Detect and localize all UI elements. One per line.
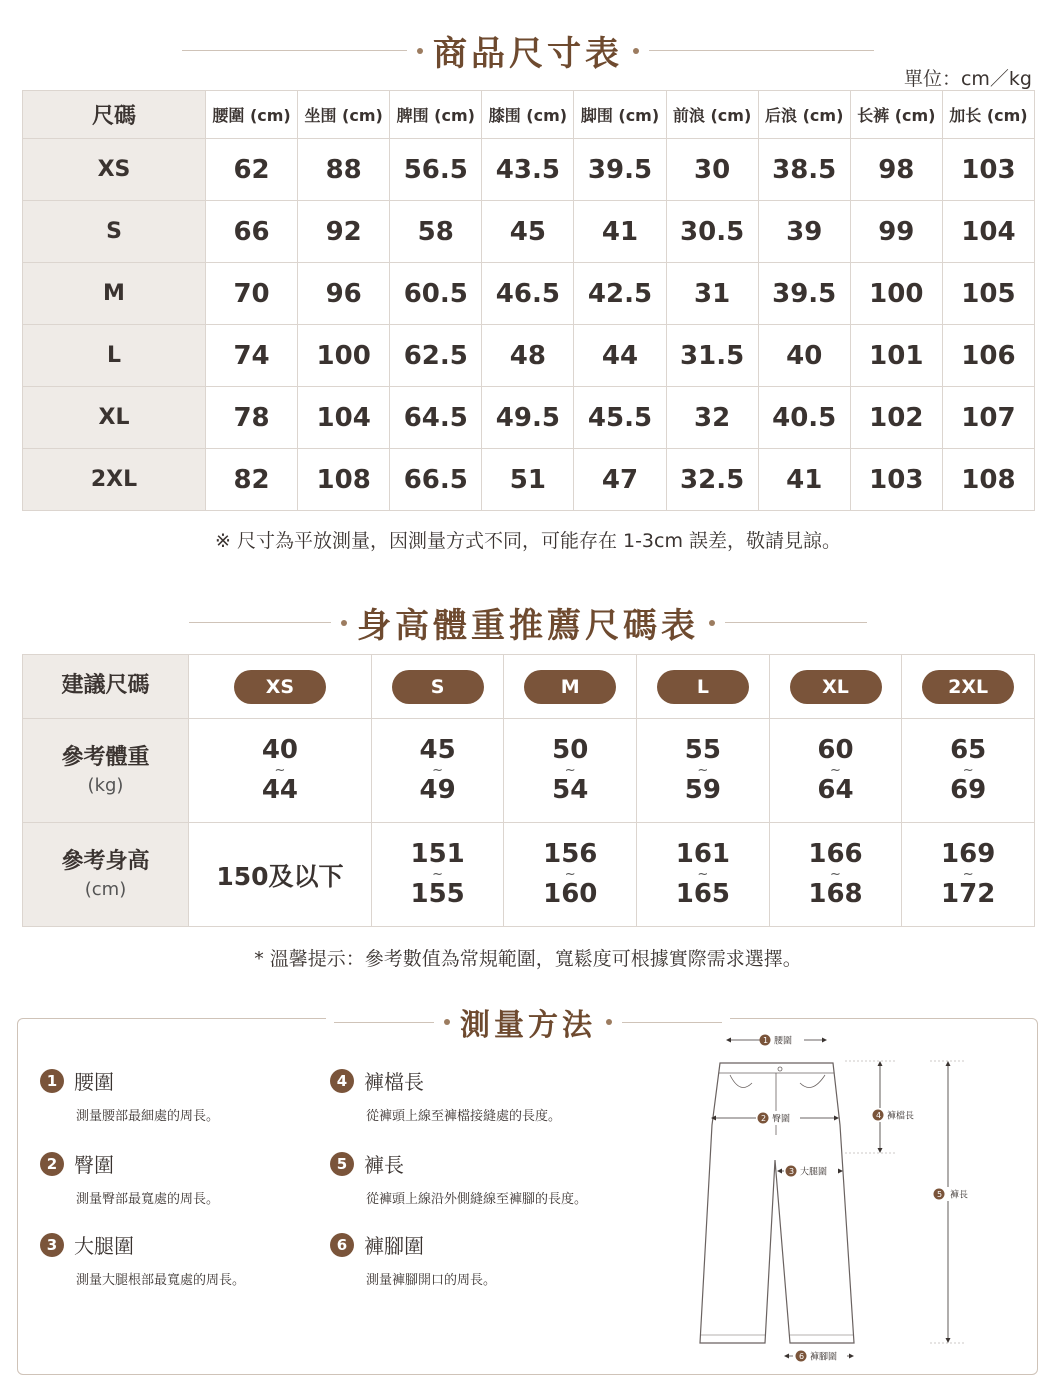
- size-pill: XL: [790, 670, 882, 704]
- size-cell: [902, 655, 1035, 719]
- table-cell: 64.5: [390, 387, 482, 449]
- waist-label: 腰圍: [774, 1036, 793, 1047]
- table-cell: 62.5: [390, 325, 482, 387]
- arrow-left-icon: [784, 1354, 789, 1359]
- table-cell: 99: [850, 201, 942, 263]
- method-title-cover: [326, 1000, 730, 1044]
- number-badge: 3: [40, 1233, 64, 1257]
- table-cell: 88: [298, 139, 390, 201]
- range-max: 168: [808, 879, 863, 909]
- table-cell: 78: [206, 387, 298, 449]
- table-cell: 39.5: [758, 263, 850, 325]
- recommend-height-row: [23, 823, 1035, 927]
- height-cell: [189, 823, 372, 927]
- column-header: 后浪 (cm): [758, 91, 850, 139]
- size-chart-note: ※ 尺寸為平放測量，因測量方式不同，可能存在 1-3cm 誤差，敬請見諒。: [214, 530, 842, 552]
- range-min: 60: [817, 734, 854, 765]
- number-badge: 2: [40, 1152, 64, 1176]
- title-divider-right: [649, 50, 874, 51]
- column-header: 腰圍 (cm): [206, 91, 298, 139]
- method-item-length: [330, 1149, 587, 1207]
- arrow-up-icon: [946, 1061, 951, 1066]
- range-tilde: ~: [274, 763, 286, 778]
- table-cell: 49.5: [482, 387, 574, 449]
- table-row: [23, 387, 1035, 449]
- table-cell: 51: [482, 449, 574, 511]
- arrow-left-icon: [777, 1169, 782, 1174]
- size-column-header: 尺碼: [23, 91, 206, 139]
- arrow-down-icon: [946, 1338, 951, 1343]
- rise-label: 褲檔長: [887, 1111, 915, 1122]
- table-cell: 47: [574, 449, 666, 511]
- table-cell: 41: [758, 449, 850, 511]
- range-max: 59: [684, 775, 721, 805]
- length-label: 褲長: [950, 1190, 969, 1201]
- table-cell: 66.5: [390, 449, 482, 511]
- badge-2-num: 2: [761, 1114, 767, 1123]
- column-header: 坐围 (cm): [298, 91, 390, 139]
- pocket-right: [800, 1075, 825, 1088]
- table-cell: 42.5: [574, 263, 666, 325]
- range-cell: [769, 719, 902, 823]
- range-tilde: ~: [432, 763, 444, 778]
- table-cell: 70: [206, 263, 298, 325]
- range-tilde: ~: [962, 763, 974, 778]
- method-item-name: 褲腳圍: [364, 1234, 424, 1258]
- button: [778, 1067, 782, 1071]
- range-max: 160: [543, 879, 598, 909]
- range-tilde: ~: [697, 763, 709, 778]
- method-item-desc: 測量大腿根部最寬處的周長。: [76, 1273, 246, 1288]
- size-chart-table: [22, 90, 1035, 511]
- hem-label: 褲腳圍: [810, 1352, 838, 1363]
- range-tilde: ~: [564, 763, 576, 778]
- range-cell: [504, 823, 637, 927]
- range-min: 45: [419, 734, 456, 765]
- range-min: 156: [543, 838, 598, 869]
- range-cell: [769, 823, 902, 927]
- size-chart-title-row: [0, 26, 1056, 75]
- table-cell: 43.5: [482, 139, 574, 201]
- weight-label: 參考體重: [61, 744, 150, 770]
- column-header: 膝围 (cm): [482, 91, 574, 139]
- badge-4-num: 4: [876, 1111, 882, 1120]
- table-cell: 60.5: [390, 263, 482, 325]
- range-cell: [902, 719, 1035, 823]
- method-item-hip: [40, 1149, 219, 1207]
- size-label: L: [23, 325, 206, 387]
- table-cell: 62: [206, 139, 298, 201]
- title-divider-right: [622, 1022, 722, 1023]
- table-cell: 48: [482, 325, 574, 387]
- range-tilde: ~: [432, 867, 444, 882]
- height-row-label: [23, 823, 189, 927]
- table-cell: 104: [942, 201, 1034, 263]
- table-cell: 96: [298, 263, 390, 325]
- size-pill: M: [524, 670, 616, 704]
- table-cell: 100: [850, 263, 942, 325]
- recommend-weight-row: [23, 719, 1035, 823]
- arrow-right-icon: [849, 1354, 854, 1359]
- badge-1-num: 1: [763, 1036, 769, 1045]
- size-row-label: 建議尺碼: [23, 655, 189, 719]
- height-first-value: 150及以下: [216, 861, 344, 891]
- range-cell: [371, 823, 504, 927]
- method-item-desc: 從褲頭上線沿外側縫線至褲腳的長度。: [366, 1192, 588, 1207]
- method-title: 測量方法: [460, 1008, 596, 1043]
- range-cell: [189, 719, 372, 823]
- range-cell: [504, 719, 637, 823]
- unit-label: 單位：cm／kg: [903, 68, 1032, 90]
- table-cell: 40.5: [758, 387, 850, 449]
- method-item-thigh: [40, 1230, 245, 1288]
- table-cell: 108: [942, 449, 1034, 511]
- badge-3-num: 3: [789, 1167, 795, 1176]
- pants-outline: [700, 1063, 854, 1343]
- title-divider-right: [725, 622, 867, 623]
- column-header: 脾围 (cm): [390, 91, 482, 139]
- number-badge: 6: [330, 1233, 354, 1257]
- column-header: 前浪 (cm): [666, 91, 758, 139]
- size-label: M: [23, 263, 206, 325]
- size-label: XS: [23, 139, 206, 201]
- table-cell: 32.5: [666, 449, 758, 511]
- range-min: 55: [684, 734, 721, 765]
- method-item-desc: 從褲頭上線至褲檔接縫處的長度。: [366, 1109, 562, 1124]
- size-cell: [769, 655, 902, 719]
- range-max: 172: [941, 879, 996, 909]
- size-pill: L: [657, 670, 749, 704]
- title-dot: [633, 48, 639, 54]
- table-row: [23, 263, 1035, 325]
- range-tilde: ~: [962, 867, 974, 882]
- range-cell: [637, 823, 770, 927]
- title-dot: [709, 620, 715, 626]
- range-cell: [637, 719, 770, 823]
- range-min: 169: [941, 838, 996, 869]
- table-cell: 39: [758, 201, 850, 263]
- method-item-name: 腰圍: [74, 1070, 114, 1094]
- table-cell: 74: [206, 325, 298, 387]
- table-cell: 31.5: [666, 325, 758, 387]
- table-row: [23, 201, 1035, 263]
- size-pill: XS: [234, 670, 326, 704]
- number-badge: 1: [40, 1069, 64, 1093]
- title-divider-left: [182, 50, 407, 51]
- arrow-left-icon: [726, 1038, 731, 1043]
- arrow-up-icon: [878, 1061, 883, 1066]
- range-min: 161: [675, 838, 731, 869]
- size-cell: [371, 655, 504, 719]
- range-min: 65: [950, 734, 987, 765]
- method-item-name: 臀圍: [74, 1153, 114, 1177]
- weight-row-label: [23, 719, 189, 823]
- table-cell: 92: [298, 201, 390, 263]
- method-item-desc: 測量腰部最細處的周長。: [76, 1109, 220, 1124]
- recommend-title-row: [0, 598, 1056, 647]
- table-cell: 101: [850, 325, 942, 387]
- table-cell: 56.5: [390, 139, 482, 201]
- table-cell: 102: [850, 387, 942, 449]
- column-header: 加长 (cm): [942, 91, 1034, 139]
- arrow-right-icon: [822, 1038, 827, 1043]
- table-cell: 46.5: [482, 263, 574, 325]
- number-badge: 4: [330, 1069, 354, 1093]
- table-cell: 105: [942, 263, 1034, 325]
- method-item-desc: 測量褲腳開口的周長。: [366, 1273, 497, 1288]
- table-cell: 58: [390, 201, 482, 263]
- table-cell: 31: [666, 263, 758, 325]
- table-row: [23, 325, 1035, 387]
- size-chart-body: [23, 139, 1035, 511]
- table-cell: 104: [298, 387, 390, 449]
- size-label: S: [23, 201, 206, 263]
- range-max: 49: [419, 775, 456, 805]
- size-pill: S: [392, 670, 484, 704]
- range-max: 54: [552, 775, 589, 805]
- table-cell: 103: [942, 139, 1034, 201]
- table-cell: 82: [206, 449, 298, 511]
- title-divider-left: [189, 622, 331, 623]
- table-cell: 38.5: [758, 139, 850, 201]
- table-cell: 32: [666, 387, 758, 449]
- method-item-hem: [330, 1230, 496, 1288]
- range-cell: [902, 823, 1035, 927]
- range-max: 64: [817, 775, 854, 805]
- method-item-name: 大腿圍: [74, 1234, 134, 1258]
- table-cell: 40: [758, 325, 850, 387]
- size-cell: [189, 655, 372, 719]
- method-item-desc: 測量臀部最寬處的周長。: [76, 1192, 220, 1207]
- size-label: XL: [23, 387, 206, 449]
- range-min: 50: [552, 734, 589, 765]
- size-cell: [637, 655, 770, 719]
- table-cell: 100: [298, 325, 390, 387]
- weight-unit: (kg): [87, 775, 124, 797]
- method-item-name: 褲檔長: [364, 1070, 424, 1094]
- thigh-label: 大腿圍: [800, 1167, 828, 1178]
- recommend-table: [22, 654, 1035, 927]
- range-min: 151: [410, 838, 465, 869]
- height-label: 參考身高: [61, 848, 150, 874]
- recommend-note: * 溫馨提示：參考數值為常規範圍，寬鬆度可根據實際需求選擇。: [254, 948, 802, 970]
- title-dot: [606, 1019, 612, 1025]
- arrow-right-icon: [834, 1116, 839, 1121]
- table-cell: 103: [850, 449, 942, 511]
- number-badge: 5: [330, 1152, 354, 1176]
- title-dot: [444, 1019, 450, 1025]
- table-cell: 107: [942, 387, 1034, 449]
- range-max: 165: [675, 879, 731, 909]
- range-min: 40: [261, 734, 298, 765]
- size-pill: 2XL: [922, 670, 1014, 704]
- title-divider-left: [334, 1022, 434, 1023]
- table-cell: 39.5: [574, 139, 666, 201]
- range-tilde: ~: [830, 763, 841, 778]
- table-cell: 98: [850, 139, 942, 201]
- table-cell: 45.5: [574, 387, 666, 449]
- range-max: 44: [261, 775, 298, 805]
- range-max: 69: [950, 775, 987, 805]
- arrow-down-icon: [878, 1148, 883, 1153]
- size-cell: [504, 655, 637, 719]
- hip-label: 臀圍: [772, 1114, 791, 1125]
- pocket-left: [730, 1075, 752, 1088]
- size-chart-title: 商品尺寸表: [433, 34, 623, 74]
- method-item-name: 褲長: [364, 1153, 404, 1177]
- table-cell: 30: [666, 139, 758, 201]
- range-tilde: ~: [564, 867, 576, 882]
- table-row: [23, 449, 1035, 511]
- recommend-size-row: [23, 655, 1035, 719]
- badge-5-num: 5: [937, 1190, 943, 1199]
- badge-6-num: 6: [799, 1352, 805, 1361]
- size-label: 2XL: [23, 449, 206, 511]
- table-cell: 66: [206, 201, 298, 263]
- method-item-rise: [330, 1066, 561, 1124]
- title-dot: [417, 48, 423, 54]
- range-tilde: ~: [697, 867, 709, 882]
- table-row: [23, 139, 1035, 201]
- title-dot: [341, 620, 347, 626]
- range-cell: [371, 719, 504, 823]
- column-header: 脚围 (cm): [574, 91, 666, 139]
- range-tilde: ~: [830, 867, 841, 882]
- pants-diagram: [690, 1025, 1020, 1370]
- table-cell: 30.5: [666, 201, 758, 263]
- table-cell: 108: [298, 449, 390, 511]
- range-max: 155: [410, 879, 465, 909]
- table-cell: 106: [942, 325, 1034, 387]
- table-cell: 44: [574, 325, 666, 387]
- table-cell: 45: [482, 201, 574, 263]
- recommend-title: 身高體重推薦尺碼表: [357, 606, 699, 646]
- table-cell: 41: [574, 201, 666, 263]
- column-header: 长裤 (cm): [850, 91, 942, 139]
- range-min: 166: [808, 838, 863, 869]
- height-unit: (cm): [84, 879, 127, 901]
- method-item-waist: [40, 1066, 219, 1124]
